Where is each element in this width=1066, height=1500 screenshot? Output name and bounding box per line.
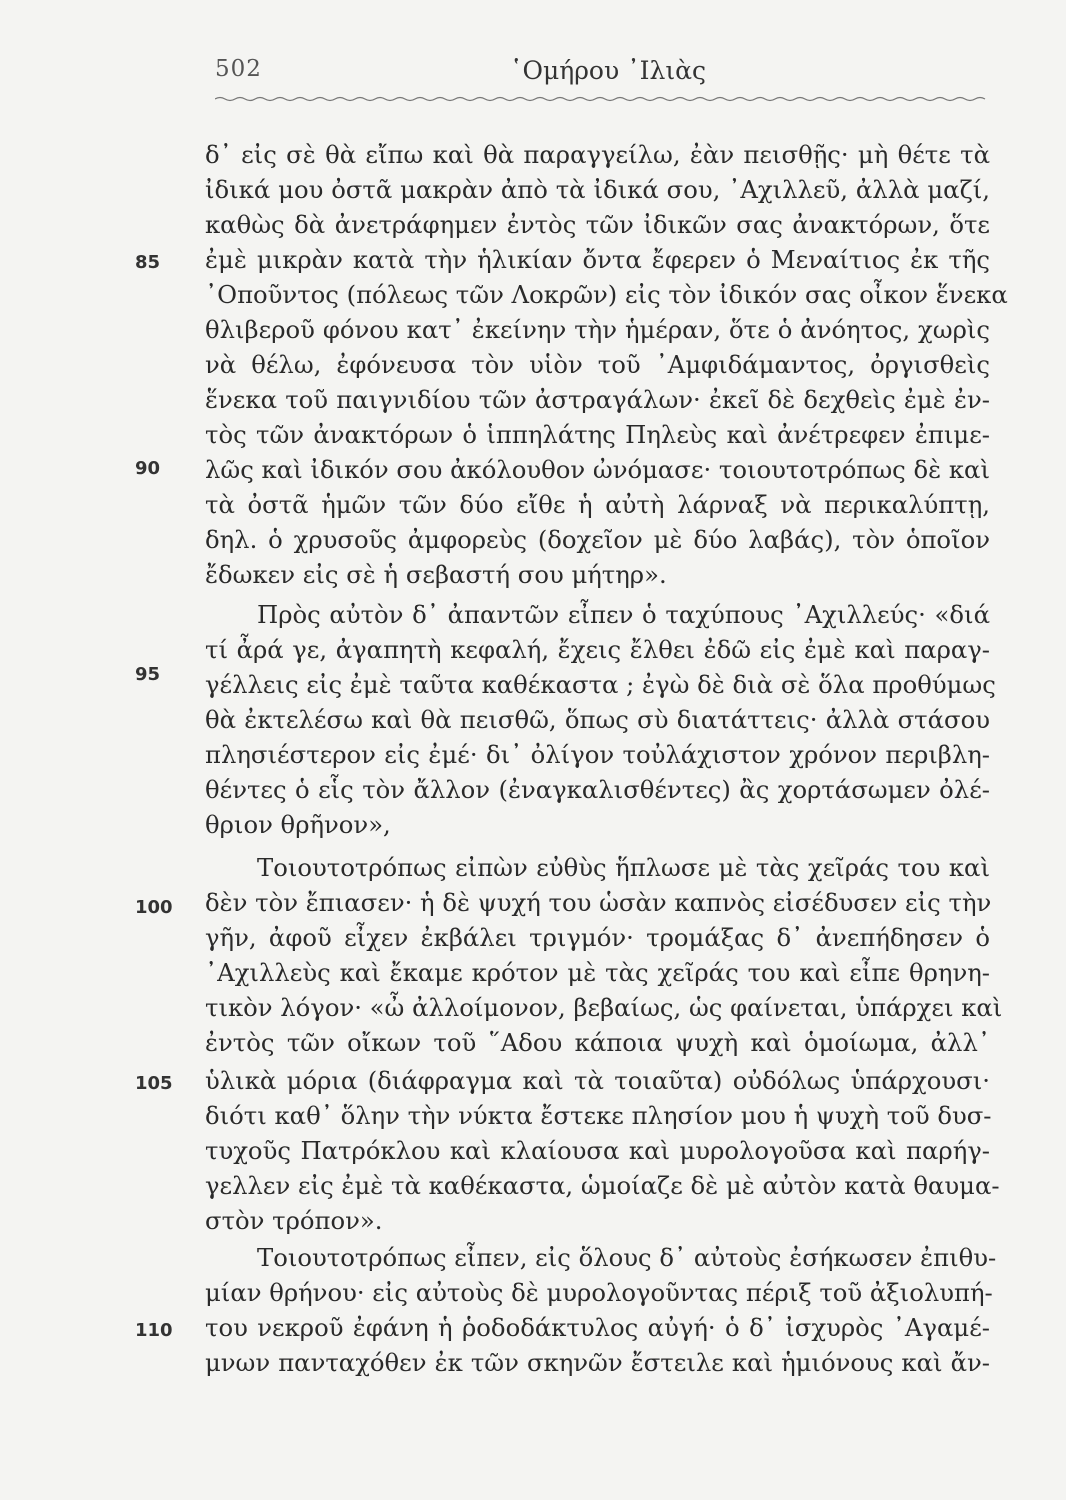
header-wavy-rule — [215, 95, 990, 103]
text-line: τὸς τῶν ἀνακτόρων ὁ ἱππηλάτης Πηλεὺς καὶ ἀνέτρεφεν ἐπιμε- — [205, 420, 990, 449]
text-line: δηλ. ὁ χρυσοῦς ἀμφορεὺς (δοχεῖον μὲ δύο λαβάς), τὸν ὁποῖον — [205, 525, 990, 554]
line-number: 95 — [135, 664, 161, 685]
line-number: 85 — [135, 252, 161, 273]
text-line: γελλεν εἰς ἐμὲ τὰ καθέκαστα, ὡμοίαζε δὲ μὲ αὐτὸν κατὰ θαυμα- — [205, 1171, 1000, 1200]
text-line: θλιβεροῦ φόνου κατ᾽ ἐκείνην τὴν ἡμέραν, ὅτε ὁ ἀνόητος, χωρὶς — [205, 315, 990, 344]
text-line: δ᾽ εἰς σὲ θὰ εἴπω καὶ θὰ παραγγείλω, ἐὰν πεισθῇς· μὴ θέτε τὰ — [205, 140, 990, 169]
text-line: τὰ ὀστᾶ ἡμῶν τῶν δύο εἴθε ἡ αὐτὴ λάρναξ νὰ περικαλύπτῃ, — [205, 490, 990, 519]
text-line: Τοιουτοτρόπως εἶπεν, εἰς ὅλους δ᾽ αὐτοὺς ἐσήκωσεν ἐπιθυ- — [257, 1243, 997, 1272]
text-line: διότι καθ᾽ ὅλην τὴν νύκτα ἔστεκε πλησίον μου ἡ ψυχὴ τοῦ δυσ- — [205, 1101, 992, 1130]
text-line: τί ἆρά γε, ἀγαπητὴ κεφαλή, ἔχεις ἔλθει ἐδῶ εἰς ἐμὲ καὶ παραγ- — [205, 635, 990, 664]
text-line: ἕνεκα τοῦ παιγνιδίου τῶν ἀστραγάλων· ἐκεῖ δὲ δεχθεὶς ἐμὲ ἐν- — [205, 385, 990, 414]
text-line: του νεκροῦ ἐφάνη ἡ ῥοδοδάκτυλος αὐγή· ὁ δ᾽ ἰσχυρὸς ᾿Αγαμέ- — [205, 1313, 990, 1342]
text-line: Τοιουτοτρόπως εἰπὼν εὐθὺς ἥπλωσε μὲ τὰς χεῖράς του καὶ — [257, 853, 990, 882]
text-line: γέλλεις εἰς ἐμὲ ταῦτα καθέκαστα ; ἐγὼ δὲ διὰ σὲ ὅλα προθύμως — [205, 670, 996, 699]
text-line: πλησιέστερον εἰς ἐμέ· δι᾽ ὀλίγον τοὐλάχιστον χρόνον περιβλη- — [205, 740, 990, 769]
text-line: ᾿Οποῦντος (πόλεως τῶν Λοκρῶν) εἰς τὸν ἰδικόν σας οἶκον ἕνεκα — [205, 280, 1008, 309]
text-line: δὲν τὸν ἔπιασεν· ἡ δὲ ψυχή του ὡσὰν καπνὸς εἰσέδυσεν εἰς τὴν — [205, 888, 992, 917]
text-line: μνων πανταχόθεν ἐκ τῶν σκηνῶν ἔστειλε καὶ ἡμιόνους καὶ ἄν- — [205, 1348, 990, 1377]
text-line: στὸν τρόπον». — [205, 1206, 383, 1235]
text-line: θὰ ἐκτελέσω καὶ θὰ πεισθῶ, ὅπως σὺ διατάττεις· ἀλλὰ στάσου — [205, 705, 990, 734]
line-number: 100 — [135, 897, 173, 918]
text-line: τικὸν λόγον· «ὦ ἀλλοίμονον, βεβαίως, ὡς φαίνεται, ὑπάρχει καὶ — [205, 993, 1003, 1022]
text-line: ἐμὲ μικρὰν κατὰ τὴν ἡλικίαν ὄντα ἔφερεν ὁ Μεναίτιος ἐκ τῆς — [205, 245, 990, 274]
running-title: ῾Ομήρου ᾿Ιλιὰς — [510, 56, 707, 85]
line-number: 105 — [135, 1073, 173, 1094]
text-line: ᾿Αχιλλεὺς καὶ ἔκαμε κρότον μὲ τὰς χεῖράς του καὶ εἶπε θρηνη- — [205, 958, 990, 987]
text-line: τυχοῦς Πατρόκλου καὶ κλαίουσα καὶ μυρολογοῦσα καὶ παρήγ- — [205, 1136, 990, 1165]
text-line: ἔδωκεν εἰς σὲ ἡ σεβαστή σου μήτηρ». — [205, 560, 667, 589]
text-line: λῶς καὶ ἰδικόν σου ἀκόλουθον ὠνόμασε· τοιουτοτρόπως δὲ καὶ — [205, 455, 990, 484]
text-line: ἰδικά μου ὀστᾶ μακρὰν ἀπὸ τὰ ἰδικά σου, ᾿Αχιλλεῦ, ἀλλὰ μαζί, — [205, 175, 990, 204]
text-line: θριον θρῆνον», — [205, 810, 391, 839]
text-line: ὑλικὰ μόρια (διάφραγμα καὶ τὰ τοιαῦτα) οὐδόλως ὑπάρχουσι· — [205, 1066, 990, 1095]
text-line: ἐντὸς τῶν οἴκων τοῦ ῞Αδου κάποια ψυχὴ καὶ ὁμοίωμα, ἀλλ᾽ — [205, 1028, 990, 1057]
page-header — [215, 52, 990, 92]
line-number: 110 — [135, 1320, 173, 1341]
text-line: μίαν θρήνου· εἰς αὐτοὺς δὲ μυρολογοῦντας πέριξ τοῦ ἀξιολυπή- — [205, 1278, 993, 1307]
page-number: 502 — [215, 56, 262, 82]
text-line: Πρὸς αὐτὸν δ᾽ ἀπαντῶν εἶπεν ὁ ταχύπους ᾿Αχιλλεύς· «διά — [257, 600, 990, 629]
text-line: καθὼς δὰ ἀνετράφημεν ἐντὸς τῶν ἰδικῶν σας ἀνακτόρων, ὅτε — [205, 210, 990, 239]
line-number: 90 — [135, 458, 161, 479]
text-line: θέντες ὁ εἷς τὸν ἄλλον (ἐναγκαλισθέντες) ἂς χορτάσωμεν ὀλέ- — [205, 775, 990, 804]
text-line: νὰ θέλω, ἐφόνευσα τὸν υἱὸν τοῦ ᾿Αμφιδάμαντος, ὀργισθεὶς — [205, 350, 990, 379]
text-line: γῆν, ἀφοῦ εἶχεν ἐκβάλει τριγμόν· τρομάξας δ᾽ ἀνεπήδησεν ὁ — [205, 923, 990, 952]
